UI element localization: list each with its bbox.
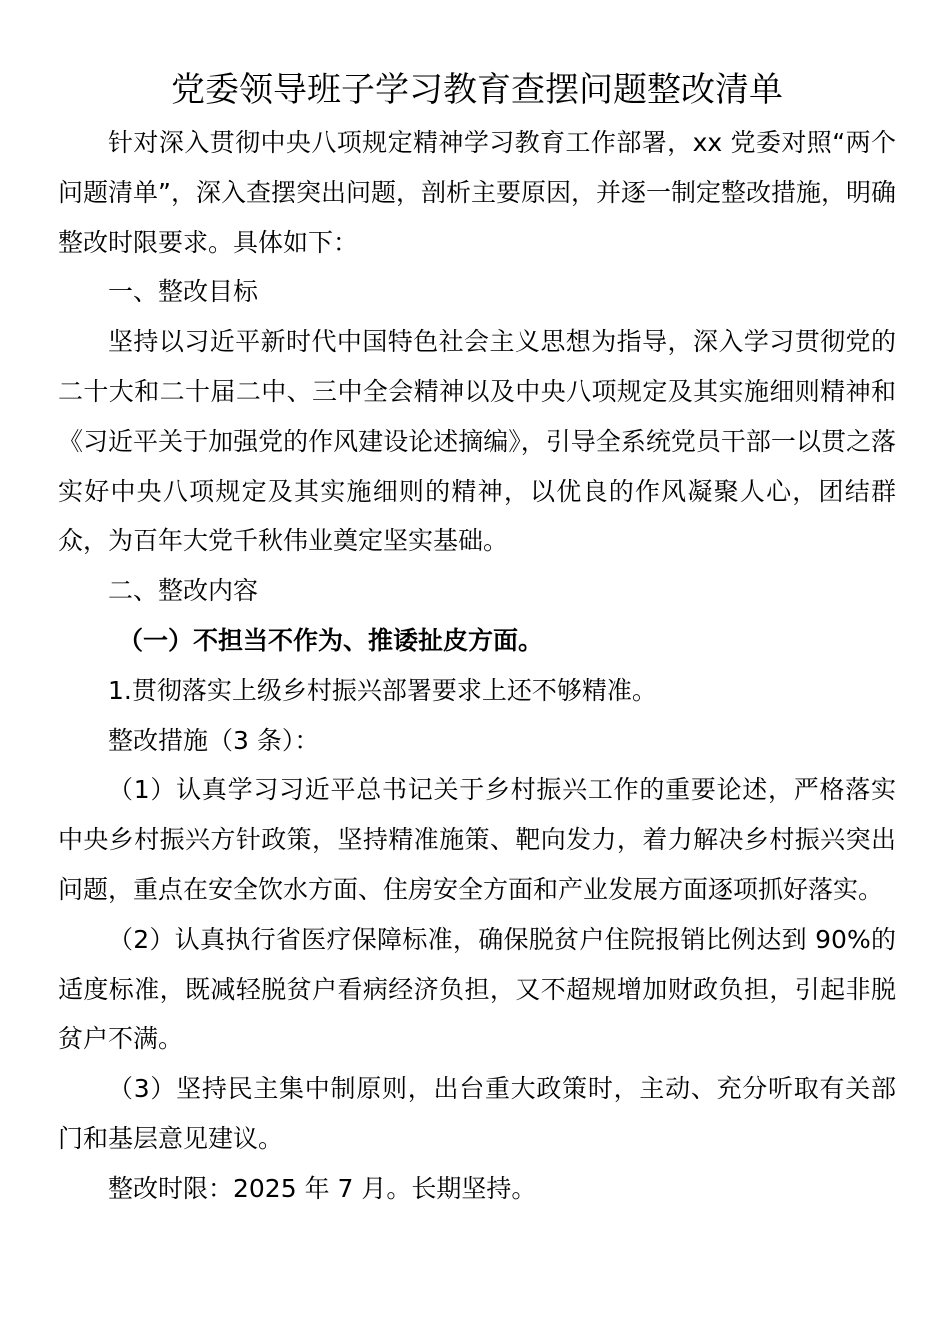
measure-3: （3）坚持民主集中制原则，出台重大政策时，主动、充分听取有关部门和基层意见建议。 [58, 1074, 896, 1153]
problem-1: 1.贯彻落实上级乡村振兴部署要求上还不够精准。 [108, 675, 657, 705]
measure-2: （2）认真执行省医疗保障标准，确保脱贫户住院报销比例达到 90%的适度标准，既减轻脱贫户看病经济负担，又不超规增加财政负担，引起非脱贫户不满。 [58, 924, 896, 1054]
document-title: 党委领导班子学习教育查摆问题整改清单 [171, 70, 783, 110]
measure-1: （1）认真学习习近平总书记关于乡村振兴工作的重要论述，严格落实中央乡村振兴方针政策，坚持精准施策、靶向发力，着力解决乡村振兴突出问题，重点在安全饮水方面、住房安全方面和产业发展方面逐项抓好落实。 [58, 775, 896, 904]
section-1-heading: 一、整改目标 [108, 277, 259, 307]
subsection-1-heading: （一）不担当不作为、推诿扯皮方面。 [118, 625, 544, 655]
measures-label: 整改措施（3 条）： [108, 725, 320, 755]
deadline: 整改时限：2025 年 7 月。长期坚持。 [108, 1173, 537, 1203]
intro-paragraph: 针对深入贯彻中央八项规定精神学习教育工作部署，xx 党委对照“两个问题清单”，深入查摆突出问题，剖析主要原因，并逐一制定整改措施，明确整改时限要求。具体如下： [58, 128, 896, 257]
document-page [58, 62, 896, 1214]
section-1-body: 坚持以习近平新时代中国特色社会主义思想为指导，深入学习贯彻党的二十大和二十届二中、三中全会精神以及中央八项规定及其实施细则精神和《习近平关于加强党的作风建设论述摘编》，引导全系统党员干部一以贯之落实好中央八项规定及其实施细则的精神，以优良的作风凝聚人心，团结群众，为百年大党千秋伟业奠定坚实基础。 [58, 327, 896, 556]
section-2-heading: 二、整改内容 [108, 576, 259, 606]
